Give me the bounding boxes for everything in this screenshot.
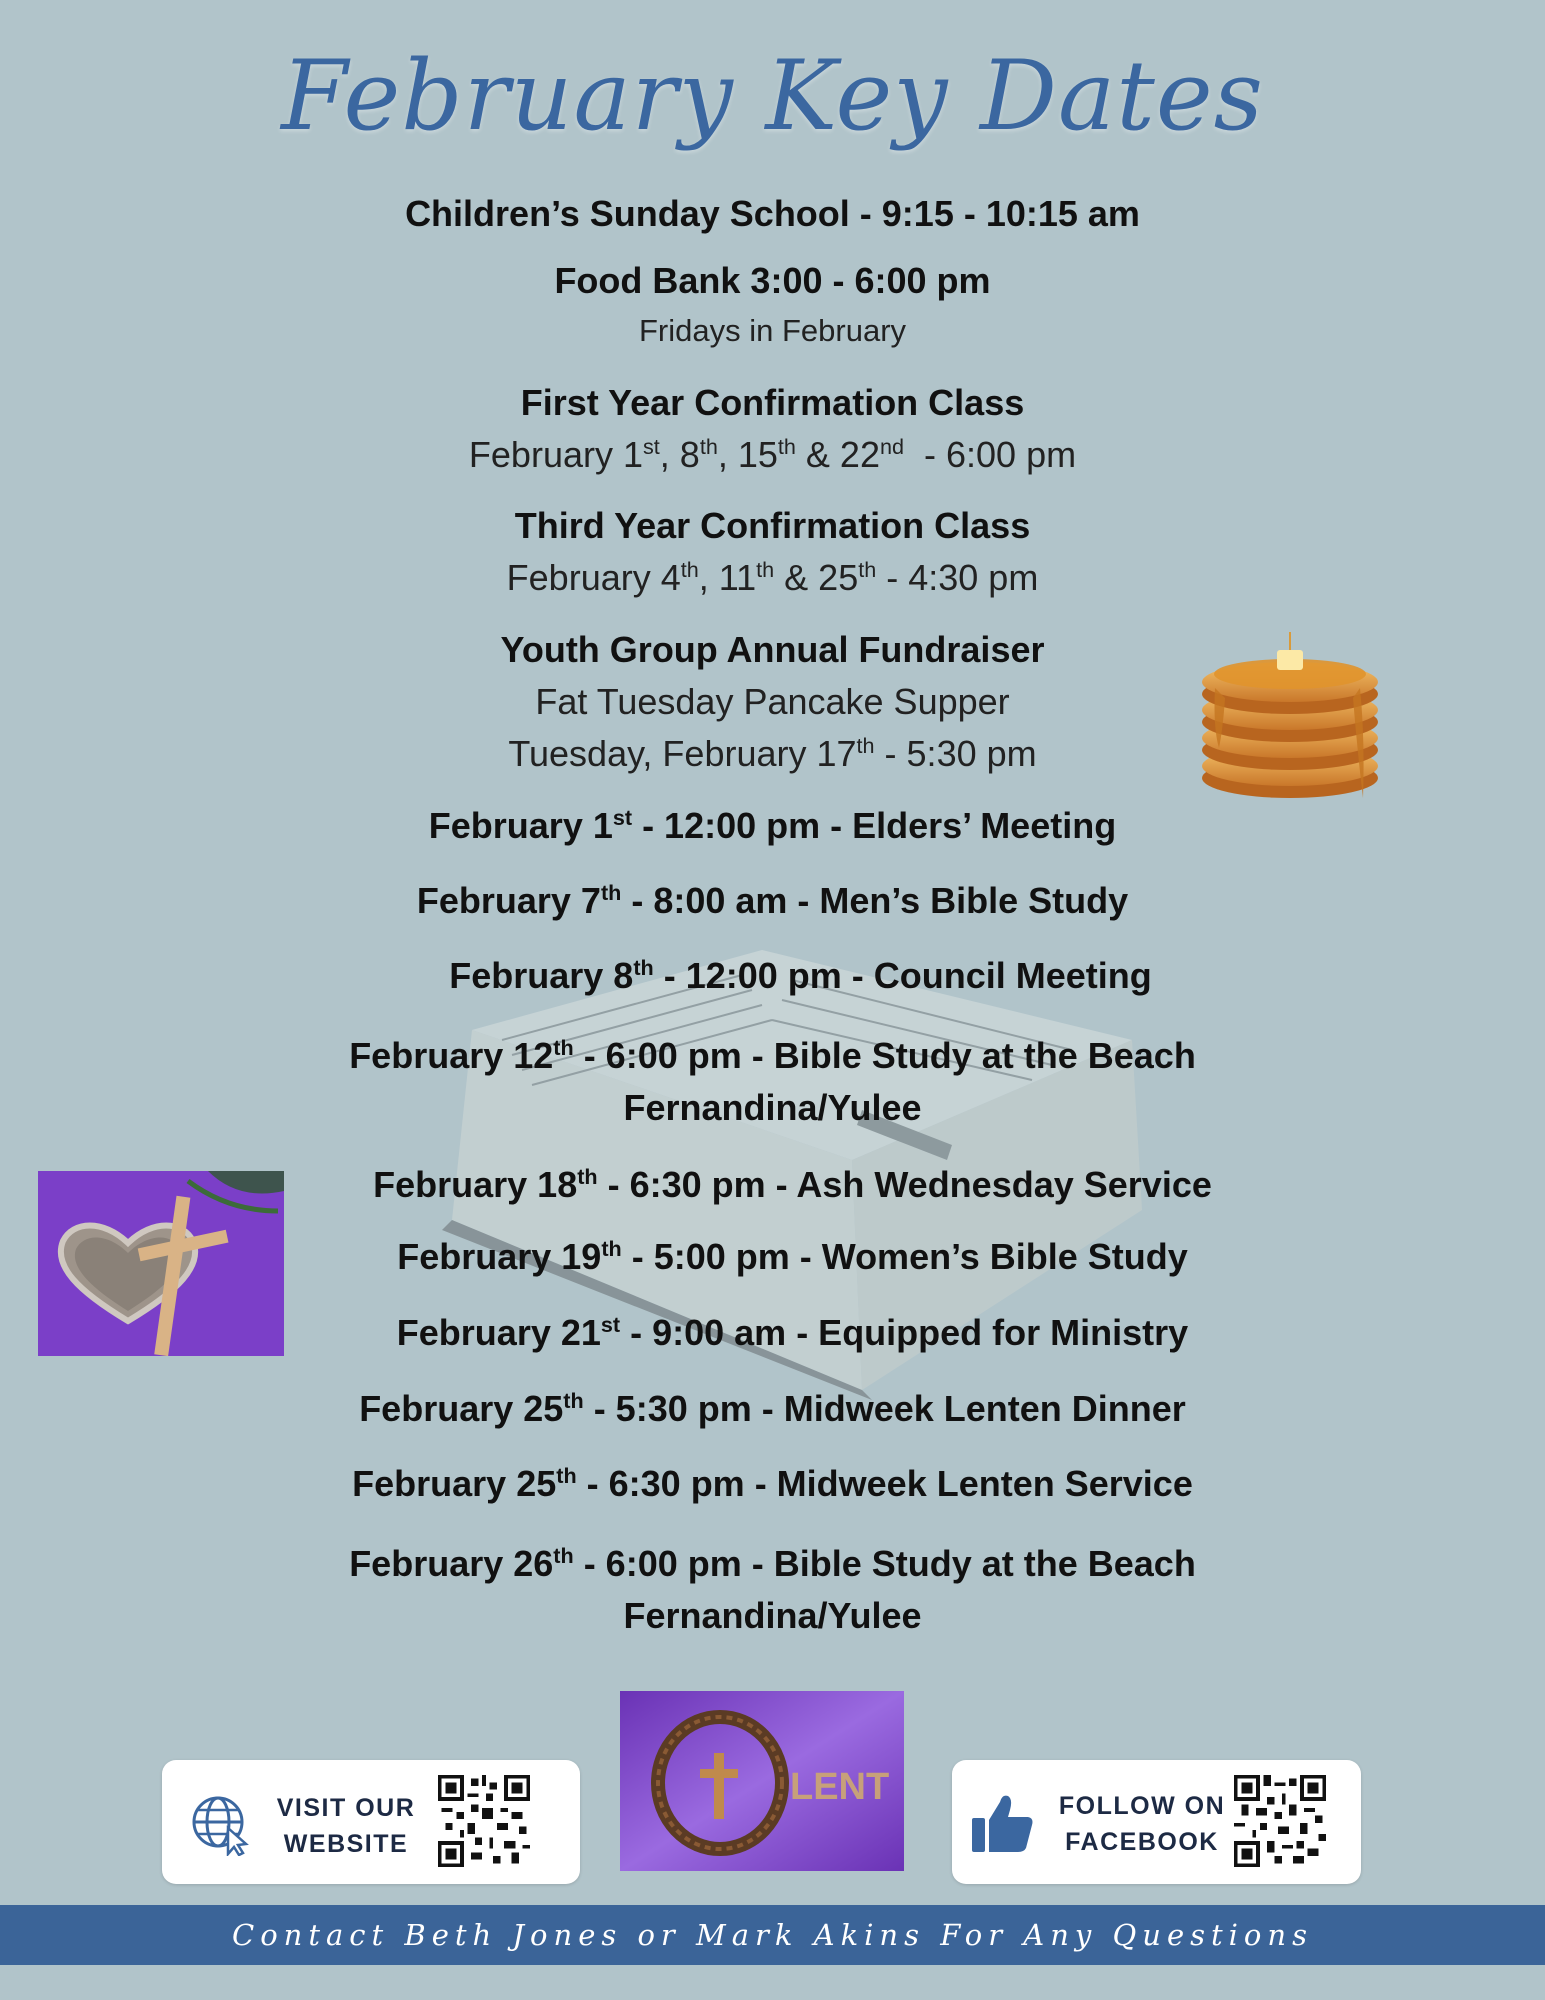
event-list-item: February 26th - 6:00 pm - Bible Study at the Beach xyxy=(349,1543,1196,1584)
event-list-item: February 18th - 6:30 pm - Ash Wednesday Service xyxy=(373,1164,1212,1205)
event-list-item: February 8th - 12:00 pm - Council Meeting xyxy=(449,955,1152,996)
event-list-item: February 12th - 6:00 pm - Bible Study at the Beach xyxy=(349,1035,1196,1076)
event-food-bank-note: Fridays in February xyxy=(638,313,907,348)
event-list-item: February 7th - 8:00 am - Men’s Bible Study xyxy=(416,880,1129,921)
event-list-item: February 1st - 12:00 pm - Elders’ Meeting xyxy=(428,805,1117,846)
event-first-year-dates: February 1st, 8th, 15th & 22nd - 6:00 pm xyxy=(468,434,1077,475)
event-list-item: February 25th - 6:30 pm - Midweek Lenten Service xyxy=(352,1463,1193,1504)
thumbs-up-icon xyxy=(970,1792,1036,1854)
event-list-item-line2: Fernandina/Yulee xyxy=(623,1087,922,1128)
pancake-stack-image xyxy=(1195,628,1385,806)
contact-footer: Contact Beth Jones or Mark Akins For Any Questions xyxy=(0,1905,1545,1965)
facebook-qr-code[interactable] xyxy=(1234,1775,1326,1867)
lent-crown-of-thorns-image xyxy=(620,1691,904,1871)
event-third-year-title: Third Year Confirmation Class xyxy=(514,505,1031,546)
website-qr-code[interactable] xyxy=(438,1775,530,1867)
event-youth-title: Youth Group Annual Fundraiser xyxy=(500,629,1045,670)
visit-website-button[interactable] xyxy=(162,1760,580,1884)
event-sunday-school: Children’s Sunday School - 9:15 - 10:15 am xyxy=(405,193,1140,234)
event-food-bank: Food Bank 3:00 - 6:00 pm xyxy=(554,260,991,301)
visit-website-label: VISIT OUR WEBSITE xyxy=(276,1794,416,1858)
event-list-item: February 21st - 9:00 am - Equipped for Ministry xyxy=(396,1312,1189,1353)
page-title: February Key Dates xyxy=(281,40,1264,152)
follow-facebook-label: FOLLOW ON FACEBOOK xyxy=(1058,1792,1226,1856)
globe-cursor-icon xyxy=(188,1792,252,1856)
ash-heart-cross-image xyxy=(38,1171,284,1356)
follow-facebook-button[interactable] xyxy=(952,1760,1361,1884)
event-third-year-dates: February 4th, 11th & 25th - 4:30 pm xyxy=(506,557,1039,598)
event-list-item: February 19th - 5:00 pm - Women’s Bible Study xyxy=(397,1236,1188,1277)
lent-label: LENT xyxy=(790,1766,890,1808)
event-youth-sub: Fat Tuesday Pancake Supper xyxy=(535,681,1010,722)
event-first-year-title: First Year Confirmation Class xyxy=(520,382,1025,423)
event-youth-date: Tuesday, February 17th - 5:30 pm xyxy=(508,733,1037,774)
event-list-item: February 25th - 5:30 pm - Midweek Lenten Dinner xyxy=(359,1388,1186,1429)
event-list-item-line2: Fernandina/Yulee xyxy=(623,1595,922,1636)
